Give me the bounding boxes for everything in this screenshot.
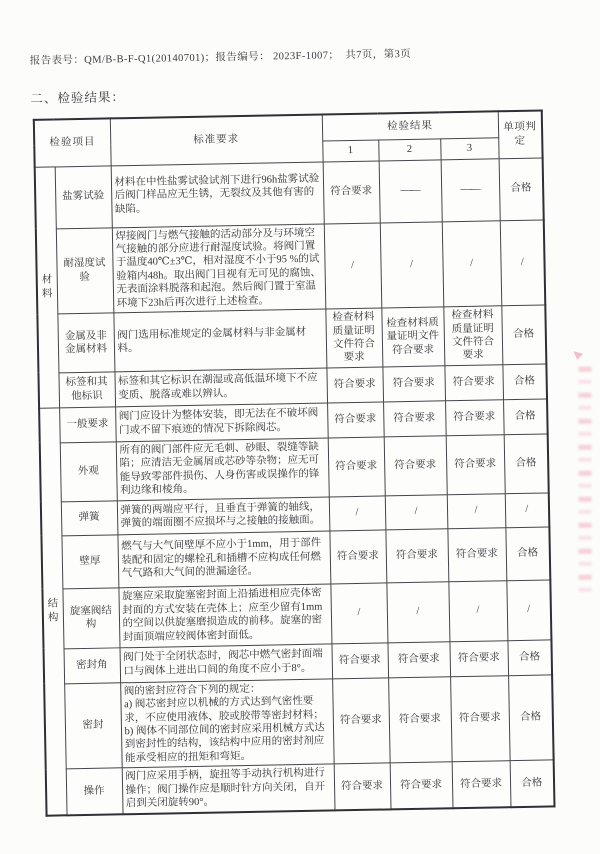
item-label: 标签和其他标识	[58, 372, 115, 408]
result-1: /	[330, 583, 387, 644]
verdict: 合格	[503, 399, 548, 435]
item-label: 耐湿度试验	[56, 227, 114, 314]
result-2: 符合要求	[385, 528, 448, 582]
result-3: 符合要求	[447, 527, 506, 581]
result-1: 符合要求	[328, 437, 385, 497]
item-label: 密封	[64, 682, 122, 769]
result-1: 符合要求	[332, 678, 390, 765]
verdict: 合格	[510, 760, 555, 807]
requirement-text: 焊接阀门与燃气接触的活动部分及与环境空气接触的部分应进行耐湿度试验。将阀门置于温度40℃±3℃，相对湿度不小于95 %的试验箱内48h。取出阀门目视有无可见的腐蚀、无表面涂料脱落和起泡。然后阀门置于室温环境下23h后再次进行上述检查。	[112, 224, 326, 313]
result-1: 符合要求	[334, 763, 391, 810]
requirement-text: 阀门应采用手柄，旋扭等手动执行机构进行操作；阀门操作应是顺时针方向关闭，自开启到关闭旋转90°。	[122, 764, 335, 814]
verdict: 合格	[502, 364, 547, 400]
result-3: 检查材料质量证明文件符合要求	[443, 306, 502, 366]
result-2: /	[385, 494, 448, 529]
result-2: 检查材料质量证明文件符合要求	[381, 307, 444, 367]
result-1: 符合要求	[329, 530, 386, 584]
item-label: 密封角	[64, 647, 121, 683]
result-2: 符合要求	[390, 762, 453, 809]
group-label: 材 料	[35, 166, 59, 408]
result-1: /	[329, 496, 386, 531]
item-label: 外观	[60, 442, 117, 502]
requirement-text: 旋塞应采取旋塞密封面上沿插进相应壳体密封面的方式安装在壳体上；应至少留有1mm的空间以供旋塞磨损造成的前移。旋塞的密封面顶端应较阀体密封面低。	[118, 584, 331, 648]
verdict: 合格	[501, 305, 546, 365]
requirement-text: 阀门应设计为整体安装，即无法在不破坏阀门或不留下痕迹的情况下拆除阀芯。	[115, 403, 328, 442]
result-3: 符合要求	[444, 365, 503, 401]
results-table-body	[35, 157, 555, 815]
result-3: 符合要求	[452, 761, 511, 808]
result-1: 符合要求	[323, 161, 380, 224]
result-2: /	[386, 581, 449, 642]
ink-bleed-marks	[578, 367, 591, 592]
item-label: 操作	[66, 768, 123, 815]
verdict: /	[500, 219, 546, 305]
result-2: 符合要求	[388, 676, 452, 763]
requirement-text: 所有的阀门部件应无毛刺、砂眼、裂缝等缺陷；应清洁无金属屑或芯砂等杂物；应无可能导致零部件损伤、人身伤害或误操作的锋利边缘和棱角。	[116, 438, 329, 501]
verdict: 合格	[508, 675, 554, 761]
result-1: /	[324, 222, 382, 309]
result-1: 符合要求	[331, 643, 388, 679]
verdict: /	[505, 493, 550, 528]
item-label: 弹簧	[61, 500, 118, 535]
table-row	[44, 675, 554, 770]
item-label: 壁厚	[61, 534, 118, 588]
result-2: 符合要求	[383, 401, 446, 437]
col-header-result-2: 2	[378, 138, 440, 160]
result-1: 符合要求	[327, 402, 384, 438]
table-row	[40, 434, 549, 502]
item-label: 盐雾试验	[55, 165, 112, 228]
section-title: 二、检验结果：	[30, 90, 126, 106]
requirement-text: 弹簧的两端应平行，且垂直于弹簧的轴线，弹簧的端面圈不应损坏与之接触的接触面。	[117, 497, 330, 535]
result-3: ——	[441, 158, 500, 221]
verdict: 合格	[507, 640, 552, 676]
result-3: 符合要求	[445, 400, 504, 436]
result-2: 符合要求	[382, 366, 445, 402]
col-header-verdict: 单项判定	[498, 111, 543, 159]
group-label: 结 构	[39, 408, 66, 815]
result-3: /	[442, 220, 502, 307]
requirement-text: 阀门处于全闭状态时，阀芯中燃气密封面端口与阀体上进出口间的角度不应小于8°。	[119, 644, 332, 683]
col-header-result-1: 1	[322, 140, 378, 162]
result-3: 符合要求	[446, 435, 505, 495]
ink-bleed-tip-mark	[573, 351, 583, 360]
result-3: /	[447, 493, 506, 528]
result-3: /	[448, 580, 507, 641]
col-header-requirement: 标准要求	[110, 115, 323, 166]
result-2: /	[380, 221, 444, 308]
report-meta-line: 报告表号：QM/B-B-F-Q1(20140701)；报告编号： 2023F-1007； 共7页，第3页	[29, 48, 412, 67]
requirement-text: 标签和其它标识在潮湿或高低温环境下不应变质、脱落或难以辨认。	[114, 368, 327, 407]
result-2: ——	[379, 159, 442, 222]
table-row	[41, 527, 550, 589]
result-1: 检查材料质量证明文件符合要求	[325, 308, 382, 368]
table-row	[37, 305, 546, 373]
table-row	[46, 760, 555, 815]
verdict: 合格	[499, 157, 544, 220]
results-table	[33, 109, 556, 816]
col-header-results: 检验结果	[322, 111, 498, 140]
verdict: /	[506, 580, 551, 641]
requirement-text: 阀的密封应符合下列的规定： a) 阀芯密封应以机械的方式达到气密性要求，不应使用液体、胶或胶带等密封材料；b) 阀体不同部位间的密封应采用机械方式达到密封性的结构，该结构中应用的密封剂应能承受相应的扭矩和弯矩。	[120, 679, 334, 768]
result-1: 符合要求	[326, 367, 383, 403]
requirement-text: 燃气与大气间壁厚不应小于1mm，用于部件装配和固定的螺栓孔和插槽不应构成任何燃气气路和大气间的泄漏途径。	[117, 531, 330, 588]
col-header-item: 检验项目	[34, 118, 111, 166]
requirement-text: 阀门选用标准规定的金属材料与非金属材料。	[113, 309, 326, 372]
table-row	[36, 219, 546, 314]
table-row	[42, 580, 551, 649]
result-3: 符合要求	[449, 640, 508, 676]
verdict: 合格	[505, 527, 550, 581]
table-row	[35, 157, 544, 228]
requirement-text: 材料在中性盐雾试验试剂下进行96h盐雾试验后阀门样品应无生锈，无裂纹及其他有害的缺陷。	[111, 162, 324, 228]
result-2: 符合要求	[384, 436, 447, 496]
item-label: 一般要求	[59, 407, 116, 443]
item-label: 旋塞阀结构	[62, 587, 119, 648]
result-2: 符合要求	[387, 641, 450, 677]
item-label: 金属及非金属材料	[57, 313, 114, 373]
col-header-result-3: 3	[440, 137, 498, 159]
result-3: 符合要求	[450, 675, 510, 762]
verdict: 合格	[504, 434, 549, 494]
